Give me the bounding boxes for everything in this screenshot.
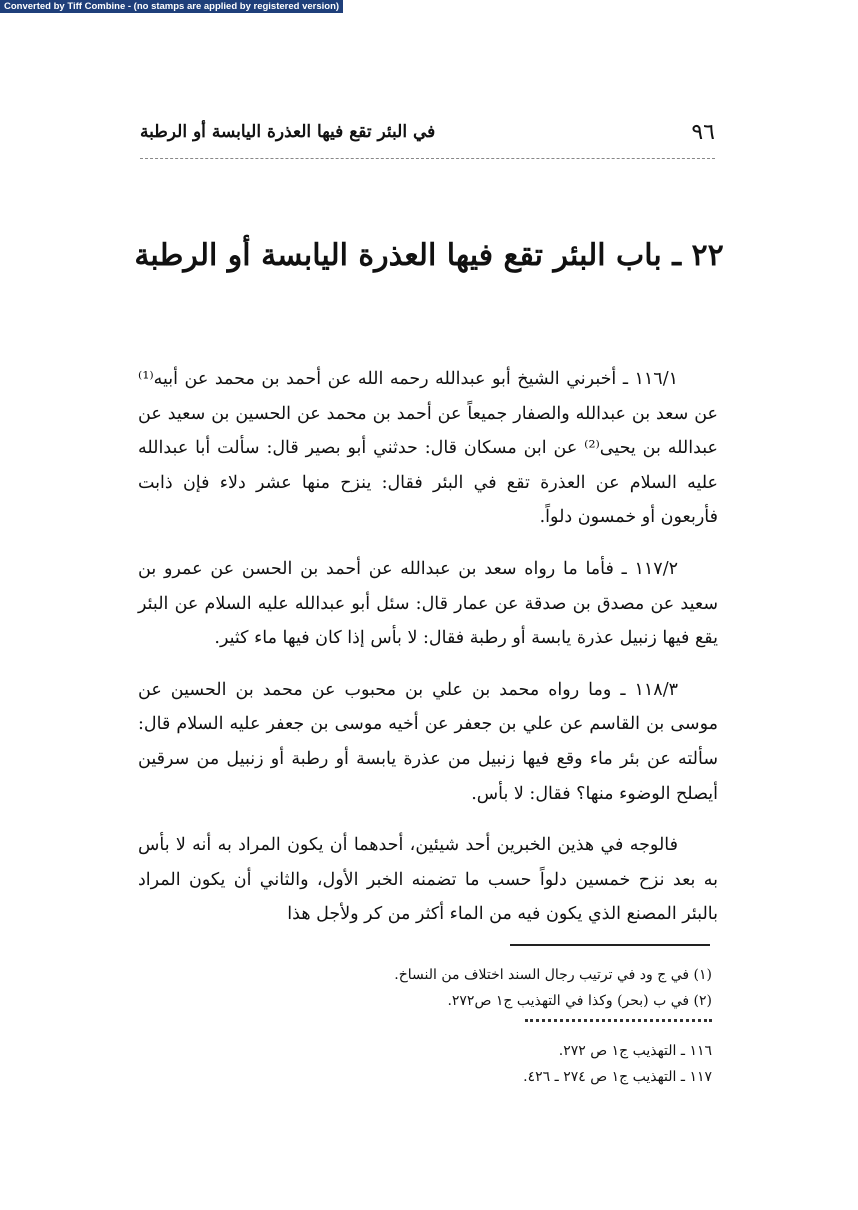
chapter-title: ٢٢ ـ باب البئر تقع فيها العذرة اليابسة أو الرطبة — [134, 238, 724, 273]
running-header — [140, 120, 715, 154]
running-title: في البئر تقع فيها العذرة اليابسة أو الرطبة — [140, 122, 436, 142]
paragraph-commentary: فالوجه في هذين الخبرين أحد شيئين، أحدهما أن يكون المراد به أنه لا بأس به بعد نزح خمسين دلواً حسب ما تضمنه الخبر الأول، والثاني أن يكون المراد بالبئر المصنع الذي يكون فيه من الماء أكثر من كر ولأجل هذا — [138, 835, 718, 925]
reference-116: ١١٦ ـ التهذيب ج١ ص ٢٧٢. — [558, 1043, 712, 1059]
page-number: ٩٦ — [691, 120, 715, 145]
paragraph-hadith-117: ١١٧/٢ ـ فأما ما رواه سعد بن عبدالله عن أحمد بن الحسن عن عمرو بن سعيد عن مصدق بن صدقة عن عمار قال: سئل أبو عبدالله عليه السلام عن البئر يقع فيها زنبيل عذرة يابسة أو رطبة فقال: لا بأس إذا كان فيها ماء كثير. — [138, 558, 718, 649]
paragraph-hadith-118: ١١٨/٣ ـ وما رواه محمد بن علي بن محبوب عن محمد بن الحسين عن موسى بن القاسم عن علي بن جعفر عن أخيه موسى بن جعفر عليه السلام قال: سألته عن بئر ماء وقع فيها زنبيل من عذرة يابسة أو رطبة أو زنبيل من سرقين أيصلح الوضوء منها؟ فقال: لا بأس. — [138, 679, 718, 804]
paragraph-hadith-116: ١١٦/١ ـ أخبرني الشيخ أبو عبدالله رحمه الله عن أحمد بن محمد عن أبيه⁽¹⁾ عن سعد بن عبدالله والصفار جميعاً عن أحمد بن محمد عن الحسين بن سعيد عن عبدالله بن يحيى⁽²⁾ عن ابن مسكان قال: حدثني أبو بصير قال: سألت أبا عبدالله عليه السلام عن العذرة تقع في البئر فقال: ينزح منها عشر دلاء فإن ذابت فأربعون أو خمسون دلواً. — [138, 369, 719, 528]
references-divider — [525, 1019, 712, 1022]
footnote-divider — [510, 944, 710, 946]
reference-117: ١١٧ ـ التهذيب ج١ ص ٢٧٤ ـ ٤٢٦. — [523, 1069, 712, 1085]
header-divider — [140, 158, 715, 159]
footnote-2: (٢) في ب (بحر) وكذا في التهذيب ج١ ص٢٧٢. — [447, 993, 712, 1009]
footnotes — [300, 962, 712, 1014]
footnote-1: (١) في ج ود في ترتيب رجال السند اختلاف من النساخ. — [394, 967, 712, 983]
body-text — [138, 362, 718, 949]
converter-banner: Converted by Tiff Combine - (no stamps are applied by registered version) — [0, 0, 343, 13]
references — [300, 1038, 712, 1090]
